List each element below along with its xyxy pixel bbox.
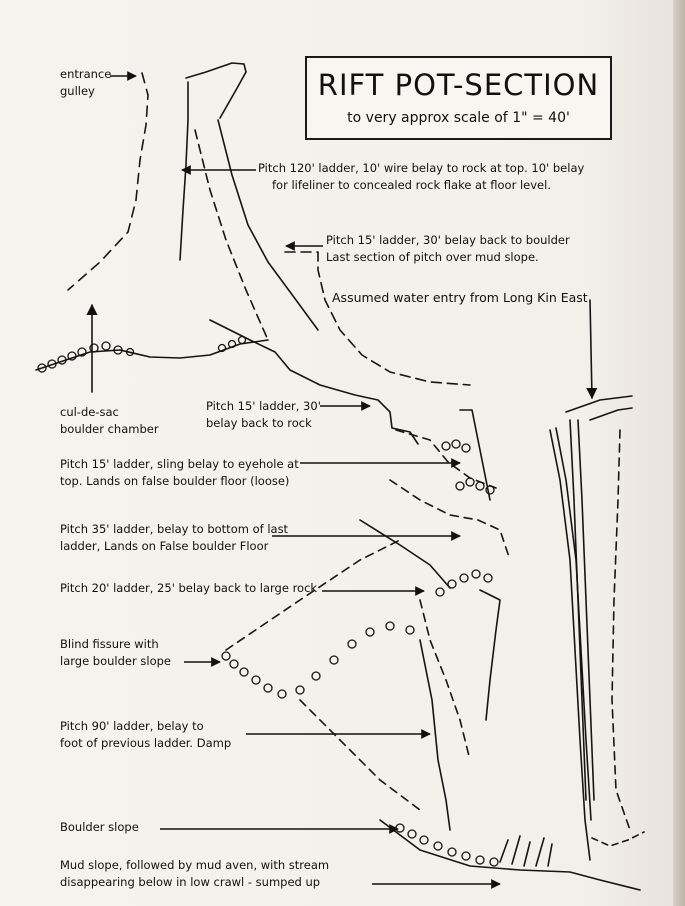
pitch-15-slope xyxy=(285,252,470,385)
label-line: Pitch 15' ladder, 30' belay back to boulder xyxy=(326,233,570,247)
label-line: Assumed water entry from Long Kin East xyxy=(332,290,588,305)
label-cul-de-sac xyxy=(60,404,159,438)
label-line: belay back to rock xyxy=(206,416,312,430)
label-pitch-15-mud-slope xyxy=(326,232,570,266)
aven-base xyxy=(592,832,644,846)
label-pitch-35 xyxy=(60,521,288,555)
aven-dashed-right xyxy=(612,430,630,830)
rift-wall-6 xyxy=(480,590,500,720)
aven-wall-right xyxy=(590,408,632,420)
boulder-slope-stones xyxy=(396,824,498,866)
scale-note: to very approx scale of 1" = 40' xyxy=(347,110,570,126)
label-pitch-15-rock xyxy=(206,398,321,432)
label-line: top. Lands on false boulder floor (loose) xyxy=(60,474,290,488)
label-line: gulley xyxy=(60,84,95,98)
title-box xyxy=(305,56,612,140)
label-line: ladder, Lands on False boulder Floor xyxy=(60,539,269,553)
label-line: Pitch 35' ladder, belay to bottom of last xyxy=(60,522,289,536)
label-line: Boulder slope xyxy=(60,820,139,834)
stream-grass xyxy=(500,836,552,866)
pitch-90-dashed xyxy=(300,700,420,810)
label-water-entry xyxy=(332,289,588,306)
label-pitch-20 xyxy=(60,580,317,597)
label-line: for lifeliner to concealed rock flake at floor level. xyxy=(272,178,551,192)
label-entrance-gulley xyxy=(60,66,111,100)
shaft-right-edge xyxy=(218,120,318,330)
label-blind-fissure xyxy=(60,636,171,670)
label-line: cul-de-sac xyxy=(60,405,119,419)
label-line: Blind fissure with xyxy=(60,637,159,651)
label-line: Pitch 15' ladder, sling belay to eyehole at xyxy=(60,457,299,471)
label-line: boulder chamber xyxy=(60,422,159,436)
false-floor-boulders xyxy=(442,440,494,494)
boulder-choke-left xyxy=(38,337,246,373)
rift-wall-3 xyxy=(390,480,510,560)
diagram-title: RIFT POT-SECTION xyxy=(317,68,600,102)
aven-wall-left xyxy=(550,430,590,860)
cul-de-sac-floor xyxy=(36,340,268,370)
label-line: Pitch 90' ladder, belay to xyxy=(60,719,204,733)
label-line: large boulder slope xyxy=(60,654,171,668)
label-line: Last section of pitch over mud slope. xyxy=(326,250,539,264)
label-line: disappearing below in low crawl - sumped up xyxy=(60,875,321,889)
label-mud-slope xyxy=(60,857,329,891)
main-shaft-left-wall xyxy=(180,82,188,260)
pitch-90-wall xyxy=(420,640,450,830)
entrance-gulley-wall xyxy=(68,73,148,290)
base-floor xyxy=(380,820,640,890)
label-pitch-15-eyehole xyxy=(60,456,299,490)
label-line: Pitch 120' ladder, 10' wire belay to rock at top. 10' belay xyxy=(258,161,585,175)
label-pitch-120 xyxy=(258,160,584,194)
entrance-surface xyxy=(186,63,246,118)
label-line: entrance xyxy=(60,67,112,81)
label-pitch-90 xyxy=(60,718,231,752)
label-line: Pitch 20' ladder, 25' belay back to large rock xyxy=(60,581,318,595)
label-line: Pitch 15' ladder, 30' xyxy=(206,399,321,413)
label-boulder-slope xyxy=(60,819,139,836)
label-line: foot of previous ladder. Damp xyxy=(60,736,232,750)
water-entry-arrow xyxy=(590,300,592,398)
label-line: Mud slope, followed by mud aven, with stream xyxy=(60,858,330,872)
